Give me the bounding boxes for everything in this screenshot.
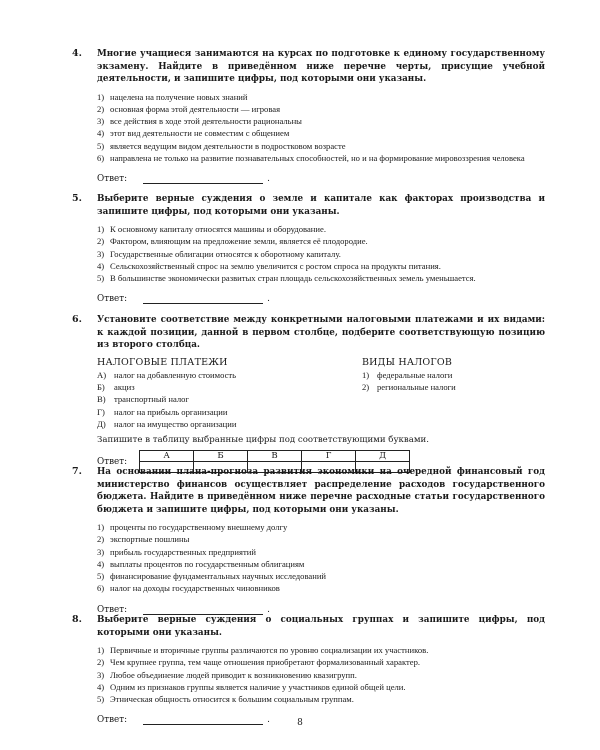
list-item: 2) основная форма этой деятельности — игровая [97, 103, 281, 114]
table-instruction: Запишите в таблицу выбранные цифры под соответствующими буквами. [97, 435, 430, 446]
table-header-cell: Д [356, 451, 410, 462]
task-question: Выберите верные суждения о социальных группах и запишите цифры, под которыми они указаны. [97, 615, 545, 638]
task-number: 5. [72, 193, 82, 204]
list-item: 6) налог на доходы государственных чиновников [97, 583, 280, 594]
task-question: Многие учащиеся занимаются на курсах по подготовке к единому государственному экзамену. Найдите в приведённом ниже перечне черты, присущие учебной деятельности, и запишите цифры, под которыми они указаны. [97, 49, 545, 84]
option-list [97, 644, 545, 705]
table-header-cell: А [140, 451, 194, 462]
answer-row: Ответ: . [97, 604, 270, 615]
list-item: 4) Одним из признаков группы является наличие у участников единой общей цели. [97, 681, 406, 692]
list-item: 2) Чем крупнее группа, тем чаще отношения приобретают формализованный характер. [97, 657, 421, 668]
table-header-cell: Г [302, 451, 356, 462]
list-item: 2) Фактором, влияющим на предложение земли, является её плодородие. [97, 236, 368, 247]
left-column-header: НАЛОГОВЫЕ ПЛАТЕЖИ [97, 356, 228, 368]
table-header-cell: В [248, 451, 302, 462]
answer-row: Ответ: . [97, 174, 270, 185]
list-item: 1) К основному капиталу относятся машины и оборудование. [97, 224, 326, 234]
answer-row: Ответ: . [97, 294, 270, 305]
list-item: 5) является ведущим видом деятельности в подростковом возрасте [97, 140, 346, 151]
list-item: 3) Любое объединение людей приводит к возникновению квазигрупп. [97, 669, 357, 680]
right-column-header: ВИДЫ НАЛОГОВ [362, 356, 453, 368]
answer-label: Ответ: [97, 715, 128, 726]
list-item: 4) выплаты процентов по государственным облигациям [97, 558, 305, 569]
matching-columns [97, 357, 545, 431]
list-item: 5) финансирование фундаментальных научных исследований [97, 571, 327, 582]
list-item: 5) Этническая общность относится к большим социальным группам. [97, 694, 354, 705]
task-question: Установите соответствие между конкретными налоговыми платежами и их видами: к каждой позиции, данной в первом столбце, подберите соответствующую позицию из второго столбца. [97, 315, 545, 350]
page-number: 8 [297, 718, 303, 728]
list-item: 4) этот вид деятельности не совместим с общением [97, 128, 290, 139]
list-item: 4) Сельскохозяйственный спрос на землю увеличится с ростом спроса на продукты питания. [97, 260, 441, 271]
table-header-cell: Б [194, 451, 248, 462]
answer-blank[interactable] [143, 294, 263, 304]
answer-label: Ответ: [97, 604, 128, 615]
list-item: 2) региональные налоги [362, 382, 456, 393]
list-item: 1) Первичные и вторичные группы различаются по уровню социализации их участников. [97, 645, 429, 655]
list-item: Г) налог на прибыль организации [97, 406, 228, 417]
list-item: 2) экспортные пошлины [97, 534, 190, 545]
task-number: 8. [72, 614, 82, 625]
list-item: 1) нацелена на получение новых знаний [97, 91, 248, 102]
task-number: 7. [72, 466, 82, 477]
option-list [97, 91, 545, 165]
option-list [97, 521, 545, 595]
list-item: Д) налог на имущество организации [97, 418, 237, 429]
answer-row: Ответ: . [97, 715, 270, 726]
list-item: Б) акциз [97, 382, 135, 393]
list-item: 1) проценты по государственному внешнему долгу [97, 522, 288, 532]
list-item: 3) прибыль государственных предприятий [97, 546, 256, 557]
answer-label: Ответ: [97, 294, 128, 305]
list-item: 6) направлена не только на развитие познавательных способностей, но и на формирование мировоззрения человека [97, 152, 525, 163]
list-item: 3) Государственные облигации относятся к оборотному капиталу. [97, 248, 341, 259]
answer-blank[interactable] [143, 174, 263, 184]
option-list [97, 223, 545, 284]
list-item: А) налог на добавленную стоимость [97, 369, 237, 380]
task-number: 6. [72, 314, 82, 325]
list-item: 5) В большинстве экономически развитых стран площадь сельскохозяйственных земель уменьшается. [97, 273, 476, 284]
task-question: На основании плана-прогноза развития экономики на очередной финансовый год министерство финансов осуществляет распределение расходов государственного бюджета. Найдите в приведённом ниже перечне расходные статьи государственного бюджета и запишите цифры, под которыми они указаны. [97, 467, 545, 515]
answer-label: Ответ: [97, 174, 128, 185]
list-item: 3) все действия в ходе этой деятельности рациональны [97, 116, 302, 127]
answer-label: Ответ: [97, 456, 128, 467]
task-question: Выберите верные суждения о земле и капитале как факторах производства и запишите цифры, под которыми они указаны. [97, 194, 545, 217]
list-item: В) транспортный налог [97, 394, 189, 405]
list-item: 1) федеральные налоги [362, 369, 453, 380]
task-number: 4. [72, 48, 82, 59]
